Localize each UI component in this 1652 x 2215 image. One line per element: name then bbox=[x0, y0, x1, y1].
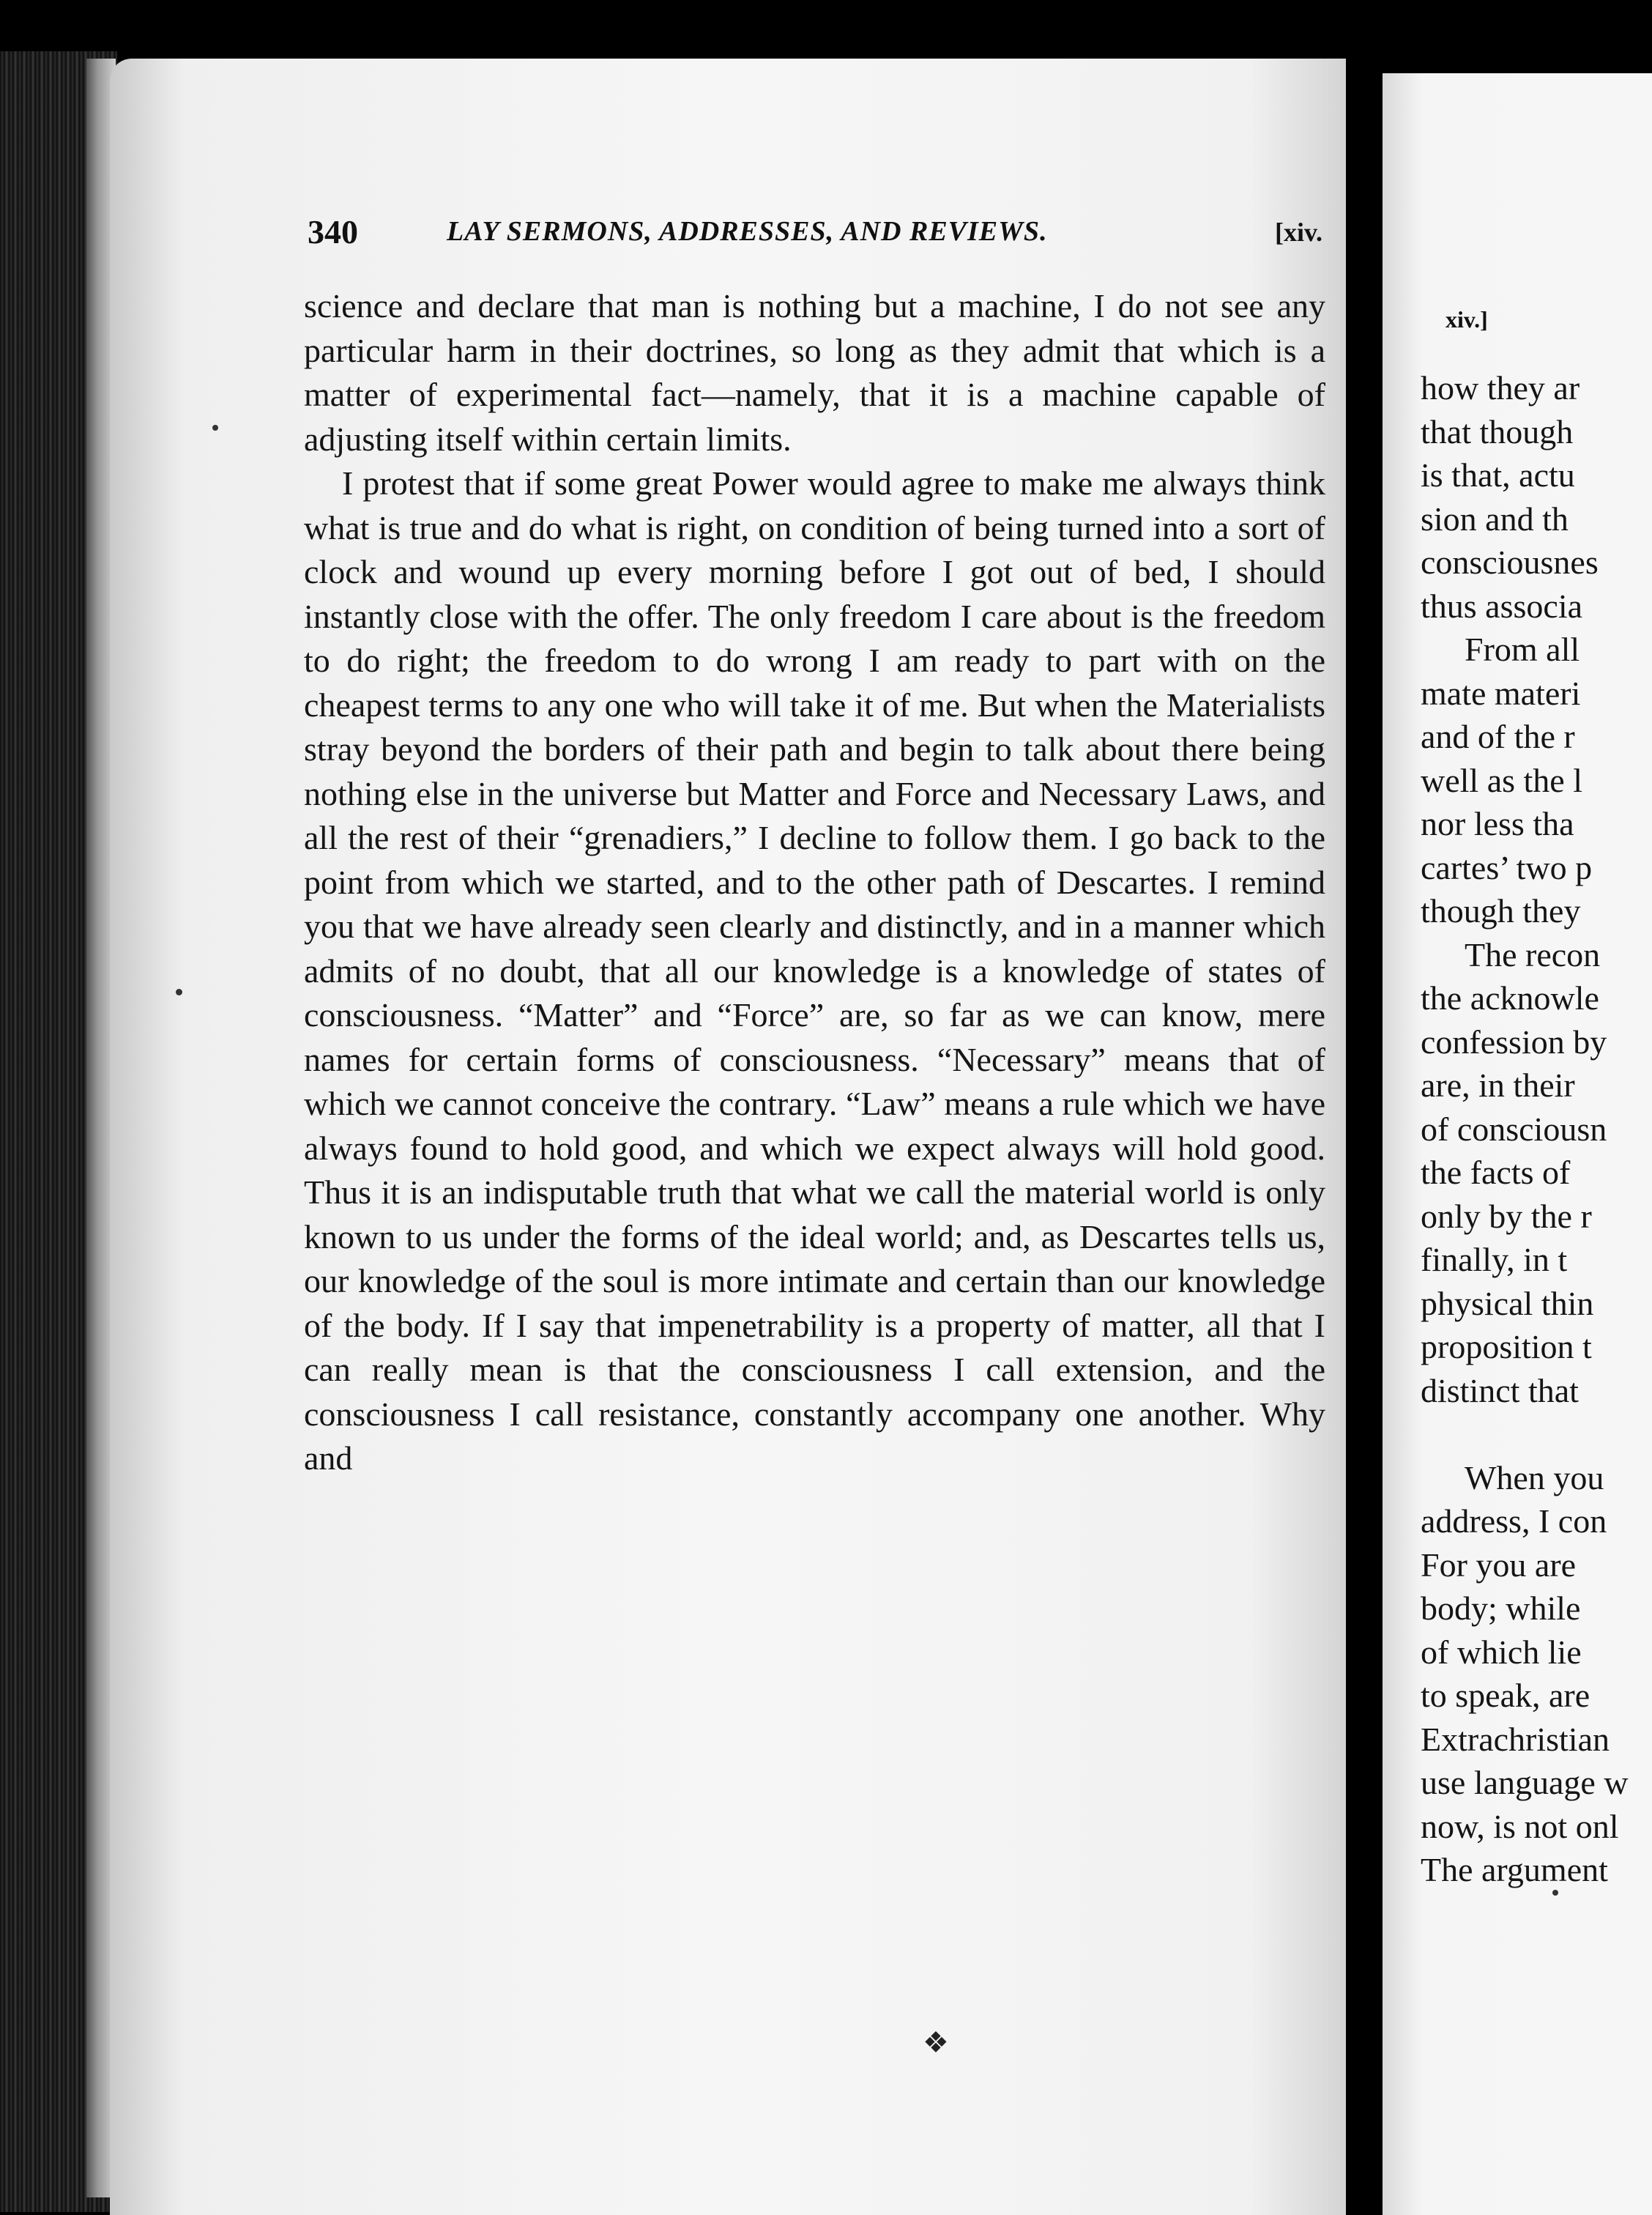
speck bbox=[1552, 1890, 1558, 1896]
body-text bbox=[304, 284, 1325, 1481]
right-page-line: consciousnes bbox=[1421, 543, 1599, 581]
right-page-line: mate materi bbox=[1421, 674, 1581, 712]
speck bbox=[176, 989, 182, 995]
right-page-line: and of the r bbox=[1421, 718, 1575, 755]
right-page-line: the acknowle bbox=[1421, 979, 1599, 1017]
speck bbox=[212, 425, 218, 431]
right-page-line: For you are bbox=[1421, 1546, 1577, 1584]
right-page-line: The recon bbox=[1465, 935, 1601, 973]
right-page-line: finally, in t bbox=[1421, 1241, 1568, 1278]
right-page-line: address, I con bbox=[1421, 1502, 1607, 1540]
line-gap bbox=[1421, 1412, 1652, 1456]
book-gutter bbox=[1346, 81, 1383, 2215]
right-page-line: is that, actu bbox=[1421, 456, 1575, 494]
right-page-line: When you bbox=[1465, 1458, 1604, 1496]
right-page-line: The argument bbox=[1421, 1851, 1608, 1888]
right-page-line: to speak, are bbox=[1421, 1677, 1590, 1714]
right-page-line: From all bbox=[1465, 631, 1580, 668]
right-page bbox=[1383, 73, 1652, 2215]
right-chapter-mark: xiv.] bbox=[1446, 306, 1488, 333]
right-page-line: nor less tha bbox=[1421, 805, 1574, 842]
right-page-line: only by the r bbox=[1421, 1197, 1592, 1235]
running-head: LAY SERMONS, ADDRESSES, AND REVIEWS. bbox=[447, 216, 1048, 247]
right-page-line: confession by bbox=[1421, 1023, 1607, 1061]
paragraph-1: science and declare that man is nothing but a machine, I do not see any particular harm in their doctrines, so long as they admit that which is a matter of experimental fact—namely, that it is a machine capable of adjusting itself within certain limits. bbox=[304, 287, 1325, 458]
right-page-line: use language w bbox=[1421, 1764, 1629, 1801]
right-page-line: now, is not onl bbox=[1421, 1807, 1619, 1845]
right-page-line: physical thin bbox=[1421, 1284, 1594, 1322]
right-page-text bbox=[1421, 366, 1652, 1892]
right-page-line: thus associa bbox=[1421, 587, 1583, 625]
paragraph-2: I protest that if some great Power would agree to make me always think what is true and do what is right, on condition of being turned into a sort of clock and wound up every morning before I got out of bed, I should instantly close with the offer. The only freedom I care about is the freedom to do right; the freedom to do wrong I am ready to part with on the cheapest terms to any one who will take it of me. But when the Materialists stray beyond the borders of their path and begin to talk about there being nothing else in the universe but Matter and Force and Necessary Laws, and all the rest of their “grenadiers,” I decline to follow them. I go back to the point from which we started, and to the other path of Descartes. I remind you that we have already seen clearly and distinctly, and in a manner which admits of no doubt, that all our knowledge is a knowledge of states of consciousness. “Matter” and “Force” are, so far as we can know, mere names for certain forms of consciousness. “Necessary” means that of which we cannot conceive the contrary. “Law” means a rule which we have always found to hold good, and which we expect always will hold good. Thus it is an indisputable truth that what we call the material world is only known to us under the forms of the ideal world; and, as Descartes tells us, our knowledge of the soul is more intimate and certain than our knowledge of the body. If I say that impenetrability is a property of matter, all that I can really mean is that the consciousness I call extension, and the consciousness I call resistance, constantly accompany one another. Why and bbox=[304, 464, 1325, 1477]
right-page-line: distinct that bbox=[1421, 1371, 1579, 1409]
right-page-line: Extrachristian bbox=[1421, 1720, 1610, 1758]
right-page-line: proposition t bbox=[1421, 1328, 1592, 1365]
right-page-line: of consciousn bbox=[1421, 1110, 1607, 1148]
right-page-line: cartes’ two p bbox=[1421, 848, 1593, 886]
print-mark: ❖ bbox=[923, 2026, 949, 2059]
right-page-line: body; while bbox=[1421, 1589, 1581, 1627]
right-page-line: sion and th bbox=[1421, 500, 1569, 538]
right-page-line: how they ar bbox=[1421, 369, 1580, 407]
chapter-mark: [xiv. bbox=[1274, 218, 1322, 247]
right-page-line: though they bbox=[1421, 892, 1581, 930]
right-page-line: of which lie bbox=[1421, 1633, 1582, 1671]
page-header bbox=[308, 212, 1340, 271]
right-page-line: well as the l bbox=[1421, 761, 1582, 799]
right-page-line: are, in their bbox=[1421, 1066, 1575, 1104]
right-page-line: the facts of bbox=[1421, 1154, 1571, 1191]
page-number: 340 bbox=[308, 213, 358, 251]
right-page-line: that though bbox=[1421, 412, 1574, 450]
